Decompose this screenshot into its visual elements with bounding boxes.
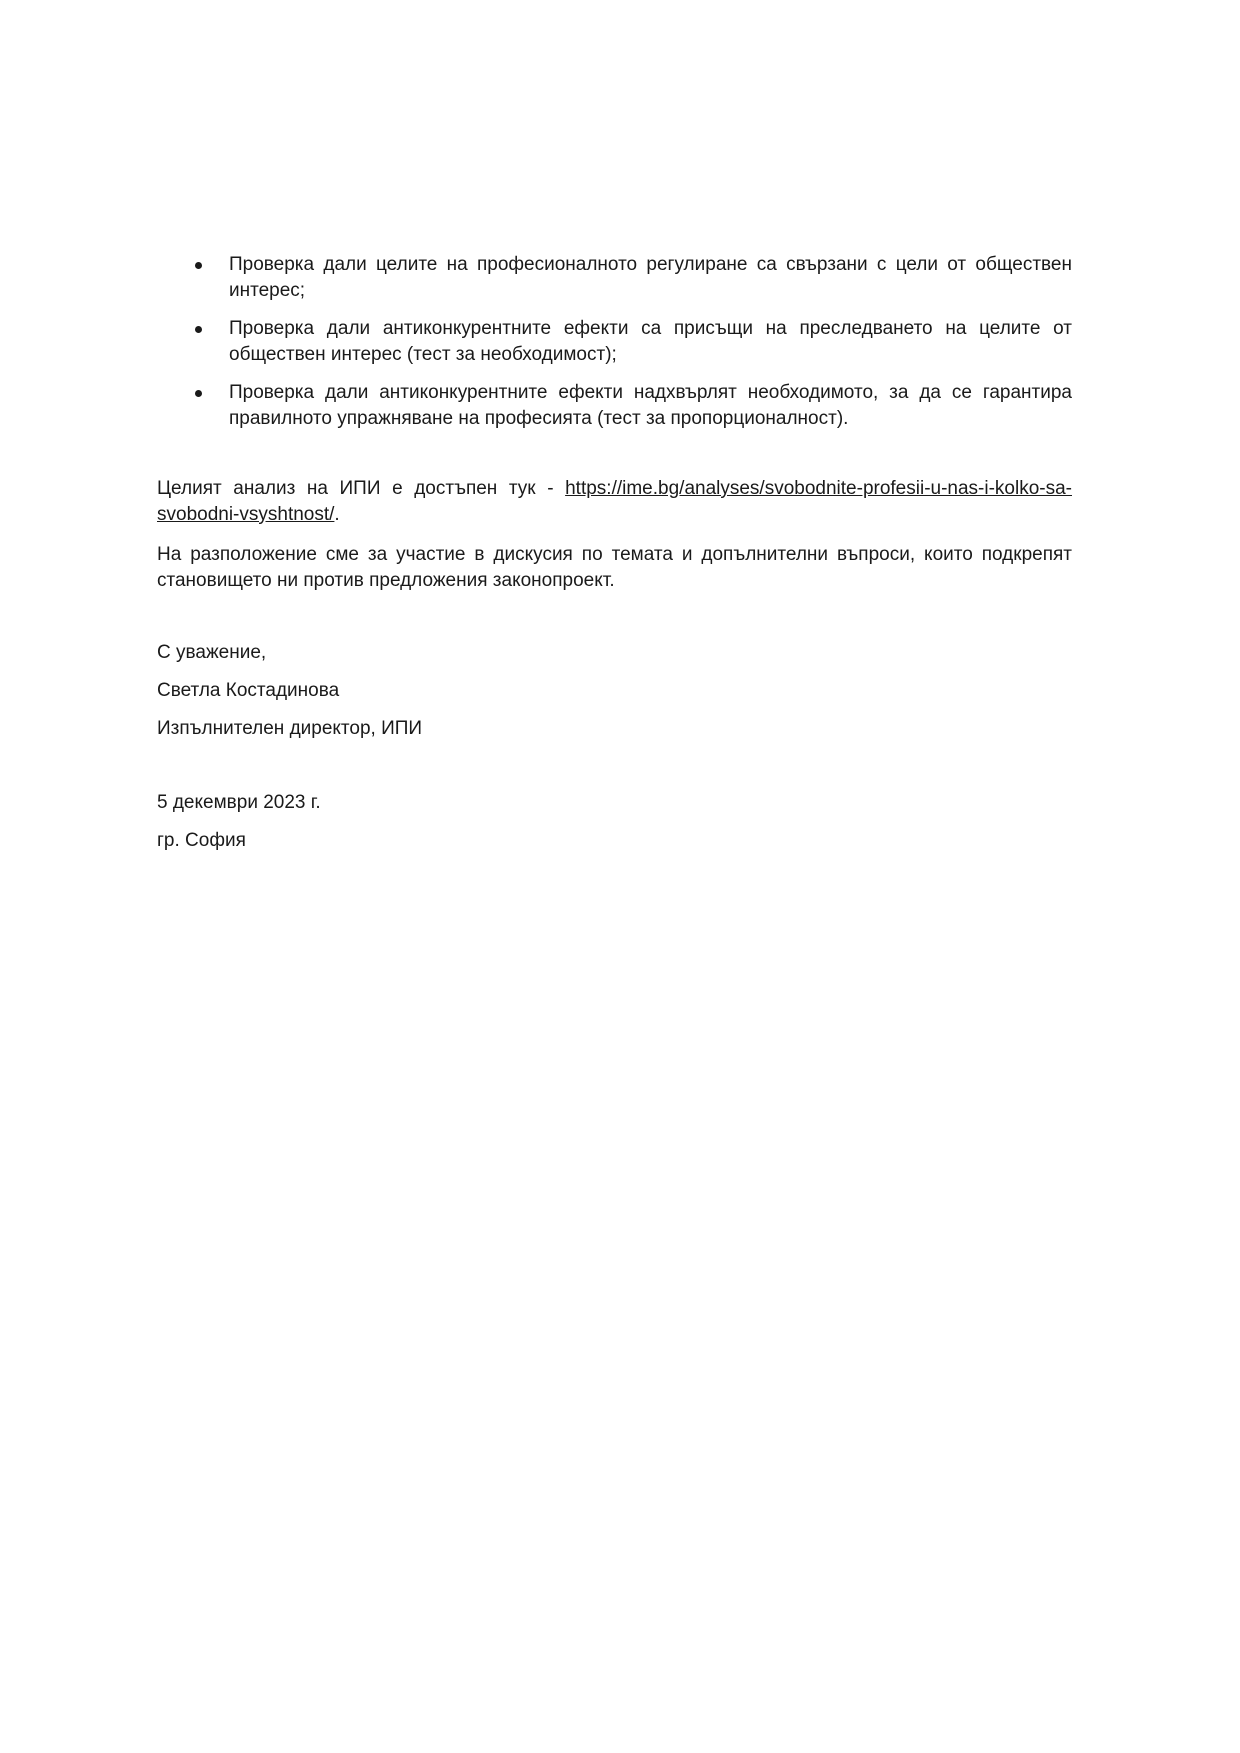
bullet-icon	[195, 390, 202, 397]
document-place: гр. София	[157, 830, 246, 851]
analysis-paragraph	[157, 476, 1072, 528]
analysis-suffix: .	[334, 504, 340, 525]
date-place-block	[157, 790, 1072, 854]
analysis-prefix: Целият анализ на ИПИ е достъпен тук -	[157, 478, 566, 499]
signatory-position: Изпълнителен директор, ИПИ	[157, 718, 423, 739]
analysis-link[interactable]: https://ime.bg/analyses/svobodnite-profesii-u-nas-i-kolko-sa-svobodni-vsyshtnost/	[157, 478, 1072, 525]
criteria-list	[157, 252, 1072, 432]
signatory-name: Светла Костадинова	[157, 680, 340, 701]
list-item-text: Проверка дали целите на професионалното регулиране са свързани с цели от обществен интерес;	[229, 254, 1072, 301]
list-item	[157, 316, 1072, 368]
closing-line: С уважение,	[157, 642, 267, 663]
availability-paragraph: На разположение сме за участие в дискусия по темата и допълнителни въпроси, които подкрепят становището ни против предложения законопроект.	[157, 544, 1072, 591]
document-date: 5 декември 2023 г.	[157, 792, 321, 813]
list-item	[157, 252, 1072, 304]
list-item-text: Проверка дали антиконкурентните ефекти надхвърлят необходимото, за да се гарантира правилното упражняване на професията (тест за пропорционалност).	[229, 382, 1072, 429]
bullet-icon	[195, 326, 202, 333]
bullet-icon	[195, 262, 202, 269]
document-body	[157, 252, 1072, 866]
list-item	[157, 380, 1072, 432]
list-item-text: Проверка дали антиконкурентните ефекти са присъщи на преследването на целите от обществен интерес (тест за необходимост);	[229, 318, 1072, 365]
signature-block	[157, 640, 1072, 742]
